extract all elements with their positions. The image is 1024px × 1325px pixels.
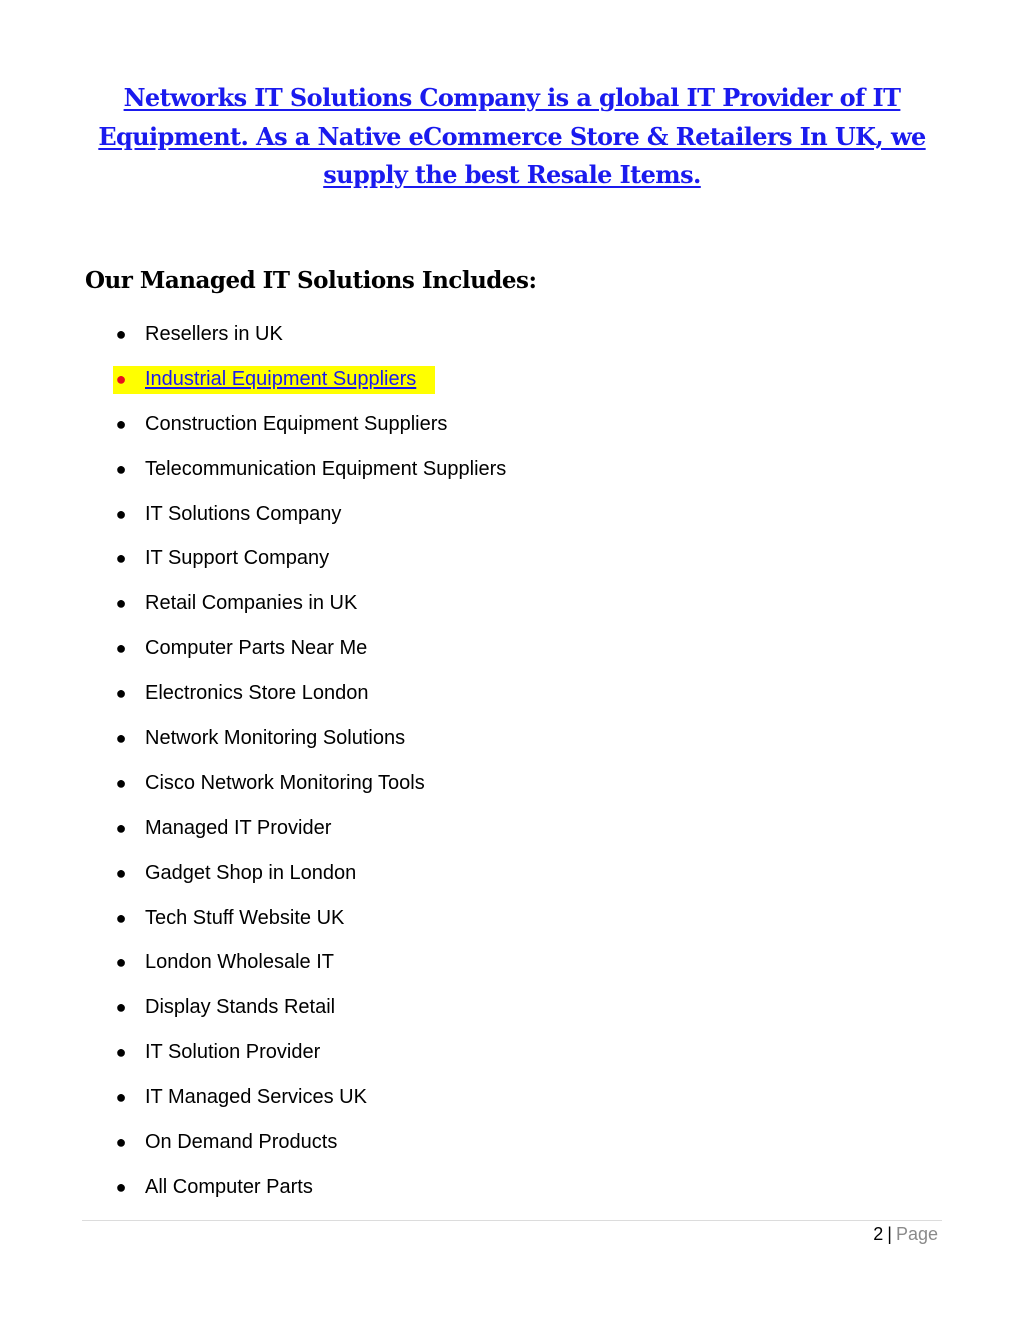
bullet-icon: ●: [115, 997, 127, 1018]
list-item-label: All Computer Parts: [145, 1175, 313, 1198]
page-number: 2: [873, 1224, 884, 1244]
intro-line-2: Equipment. As a Native eCommerce Store & Retailers In UK, we: [98, 121, 926, 151]
footer-separator: |: [887, 1224, 892, 1244]
page-footer: [873, 1223, 938, 1245]
list-item-label: On Demand Products: [145, 1131, 338, 1154]
list-item-label: Cisco Network Monitoring Tools: [145, 771, 425, 794]
bullet-icon: ●: [115, 817, 127, 838]
list-item-label: IT Solution Provider: [145, 1041, 321, 1064]
intro-link[interactable]: [90, 79, 934, 195]
list-item-label: Computer Parts Near Me: [145, 637, 368, 660]
bullet-icon: ●: [115, 1042, 127, 1063]
bullet-icon: ●: [115, 548, 127, 569]
bullet-icon: ●: [115, 413, 127, 434]
bullet-icon: ●: [115, 1132, 127, 1153]
list-item-label: Telecommunication Equipment Suppliers: [145, 457, 507, 480]
page-label: Page: [895, 1224, 938, 1244]
list-item-label: Electronics Store London: [145, 682, 369, 705]
list-item-label: Resellers in UK: [145, 323, 283, 345]
list-item-label: Network Monitoring Solutions: [145, 727, 406, 750]
bullet-icon: ●: [115, 1087, 127, 1108]
list-item-label: Tech Stuff Website UK: [145, 906, 345, 929]
list-item-label: Gadget Shop in London: [145, 861, 357, 884]
bullet-icon: ●: [115, 593, 127, 614]
bullet-icon: ●: [115, 683, 127, 704]
section-heading: Our Managed IT Solutions Includes:: [85, 267, 537, 294]
intro-line-3: supply the best Resale Items.: [323, 160, 701, 189]
bullet-icon: ●: [115, 772, 127, 793]
industrial-equipment-suppliers-link[interactable]: Industrial Equipment Suppliers: [145, 367, 417, 390]
footer-divider: [82, 1220, 942, 1221]
bullet-icon: ●: [115, 503, 127, 524]
list-item-label: London Wholesale IT: [145, 951, 335, 974]
list-item-label: IT Managed Services UK: [145, 1086, 367, 1109]
list-item-label: Display Stands Retail: [145, 996, 336, 1019]
list-item-label: Managed IT Provider: [145, 816, 332, 839]
bullet-icon: ●: [115, 368, 127, 389]
bullet-icon: ●: [115, 952, 127, 973]
list-item-label: IT Support Company: [145, 547, 330, 570]
bullet-icon: ●: [115, 458, 127, 479]
bullet-icon: ●: [115, 324, 127, 344]
bullet-icon: ●: [115, 862, 127, 883]
bullet-icon: ●: [115, 638, 127, 659]
list-item-label: Retail Companies in UK: [145, 592, 358, 615]
bullet-icon: ●: [115, 1176, 127, 1197]
bullet-icon: ●: [115, 728, 127, 749]
list-item-label: Construction Equipment Suppliers: [145, 412, 448, 435]
bullet-icon: ●: [115, 907, 127, 928]
intro-line-1: Networks IT Solutions Company is a global IT Provider of IT: [123, 83, 901, 112]
list-item-label: IT Solutions Company: [145, 502, 342, 525]
